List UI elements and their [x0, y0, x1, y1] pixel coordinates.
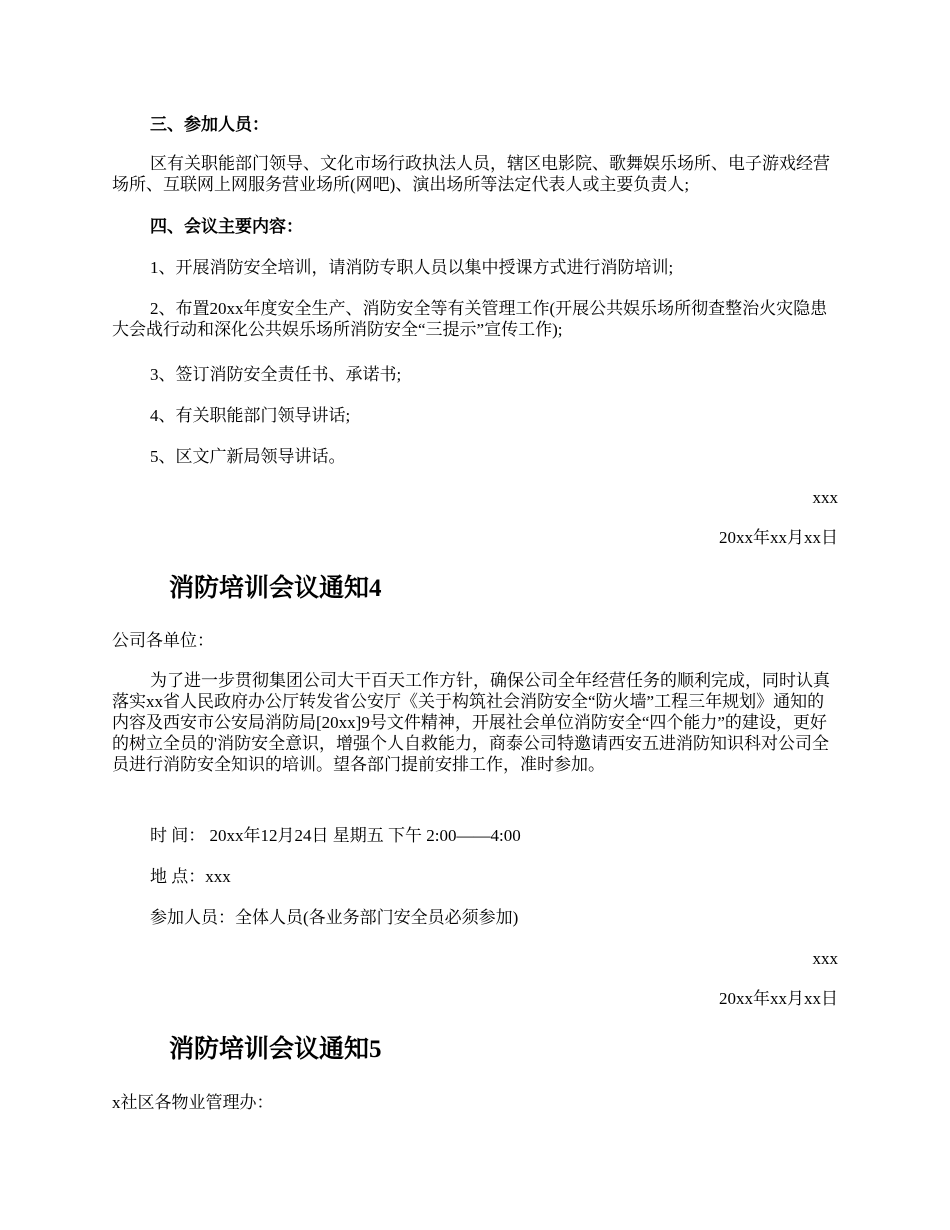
notice4-title: 消防培训会议通知4 — [169, 575, 382, 602]
section4-item-4: 4、有关职能部门领导讲话; — [150, 406, 351, 425]
section4-heading: 四、会议主要内容： — [150, 217, 303, 236]
notice4-time: 时 间： 20xx年12月24日 星期五 下午 2:00——4:00 — [150, 826, 521, 845]
notice5-title: 消防培训会议通知5 — [169, 1036, 382, 1063]
notice4-sign-name: xxx — [812, 949, 838, 968]
signature-name: xxx — [812, 488, 838, 507]
section4-item-3: 3、签订消防安全责任书、承诺书; — [150, 365, 402, 384]
notice4-place: 地 点：xxx — [150, 867, 231, 886]
signature-date: 20xx年xx月xx日 — [719, 528, 838, 547]
notice4-body: 为了进一步贯彻集团公司大干百天工作方针，确保公司全年经营任务的顺利完成，同时认真落实xx省人民政府办公厅转发省公安厅《关于构筑社会消防安全“防火墙”工程三年规划》通知的内容及西安市公安局消防局[20xx]9号文件精神，开展社会单位消防安全“四个能力”的建设，更好的树立全员的'消防安全意识，增强个人自救能力，商泰公司特邀请西安五进消防知识科对公司全员进行消防安全知识的培训。望各部门提前安排工作，准时参加。 — [112, 671, 830, 774]
section4-item-2: 2、布置20xx年度安全生产、消防安全等有关管理工作(开展公共娱乐场所彻查整治火灾隐患大会战行动和深化公共娱乐场所消防安全“三提示”宣传工作); — [112, 299, 828, 339]
notice5-salutation: x社区各物业管理办： — [112, 1093, 274, 1112]
notice4-attendees: 参加人员：全体人员(各业务部门安全员必须参加) — [150, 908, 519, 927]
section4-item-5: 5、区文广新局领导讲话。 — [150, 447, 346, 466]
section4-item-1: 1、开展消防安全培训，请消防专职人员以集中授课方式进行消防培训; — [150, 258, 674, 277]
notice4-salutation: 公司各单位： — [112, 631, 214, 650]
section3-heading: 三、参加人员： — [150, 115, 269, 134]
section3-body: 区有关职能部门领导、文化市场行政执法人员，辖区电影院、歌舞娱乐场所、电子游戏经营场所、互联网上网服务营业场所(网吧)、演出场所等法定代表人或主要负责人; — [112, 154, 830, 194]
notice4-sign-date: 20xx年xx月xx日 — [719, 989, 838, 1008]
